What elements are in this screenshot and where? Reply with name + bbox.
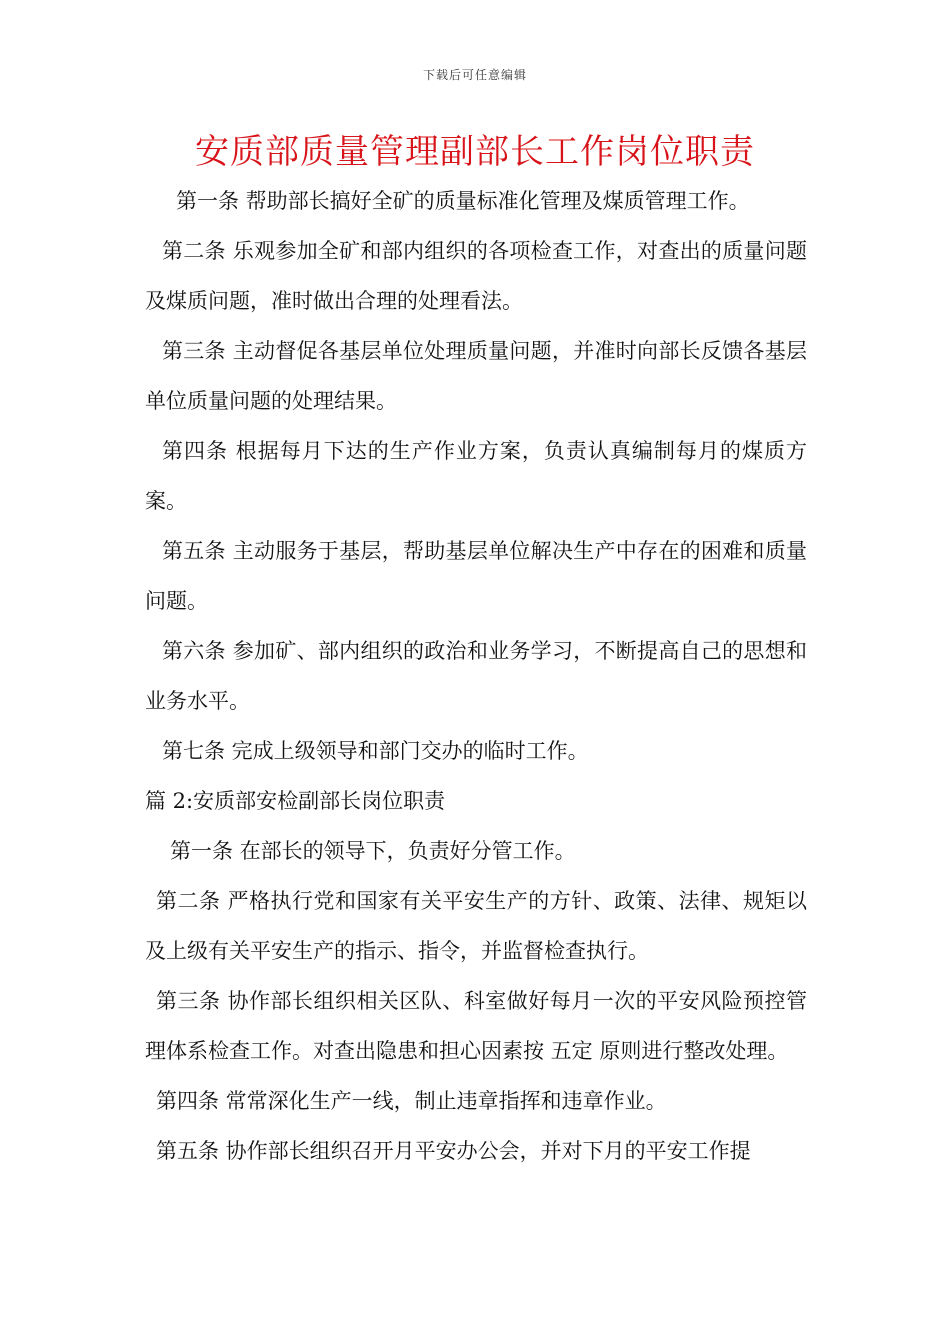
article-paragraph: 第三条 协作部长组织相关区队、科室做好每月一次的平安风险预控管理体系检查工作。对查出隐患和担心因素按 五定 原则进行整改处理。 [145, 989, 807, 1063]
document-title: 安质部质量管理副部长工作岗位职责 [195, 132, 755, 172]
section-heading: 篇 2:安质部安检副部长岗位职责 [145, 789, 446, 813]
article-paragraph: 第一条 在部长的领导下，负责好分管工作。 [170, 839, 576, 863]
article-paragraph: 第二条 严格执行党和国家有关平安生产的方针、政策、法律、规矩以及上级有关平安生产的指示、指令，并监督检查执行。 [145, 889, 807, 963]
article-paragraph: 第四条 根据每月下达的生产作业方案，负责认真编制每月的煤质方案。 [145, 439, 807, 513]
article-paragraph: 第五条 主动服务于基层，帮助基层单位解决生产中存在的困难和质量问题。 [145, 539, 807, 613]
article-paragraph: 第五条 协作部长组织召开月平安办公会，并对下月的平安工作提 [156, 1139, 751, 1163]
article-paragraph: 第一条 帮助部长搞好全矿的质量标准化管理及煤质管理工作。 [176, 189, 750, 213]
article-paragraph: 第七条 完成上级领导和部门交办的临时工作。 [162, 739, 589, 763]
document-body [145, 176, 807, 1176]
article-paragraph: 第二条 乐观参加全矿和部内组织的各项检查工作，对查出的质量问题及煤质问题，准时做出合理的处理看法。 [145, 239, 807, 313]
article-paragraph: 第四条 常常深化生产一线，制止违章指挥和违章作业。 [156, 1089, 667, 1113]
article-paragraph: 第六条 参加矿、部内组织的政治和业务学习，不断提高自己的思想和业务水平。 [145, 639, 807, 713]
header-note: 下载后可任意编辑 [422, 68, 527, 82]
article-paragraph: 第三条 主动督促各基层单位处理质量问题，并准时向部长反馈各基层单位质量问题的处理结果。 [145, 339, 807, 413]
